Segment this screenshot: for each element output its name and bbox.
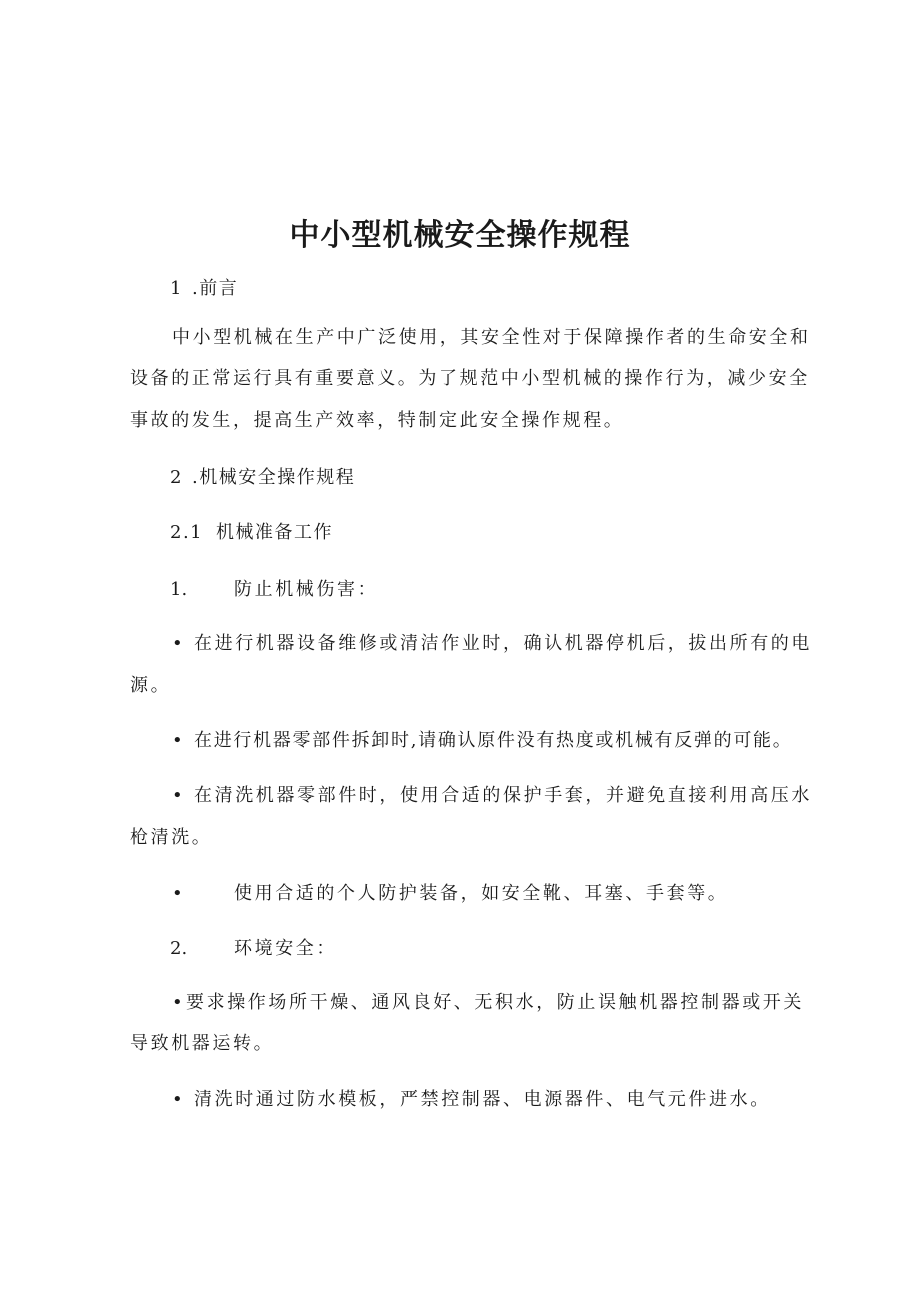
intro-line-1: 中小型机械在生产中广泛使用，其安全性对于保障操作者的生命安全和	[172, 327, 811, 348]
section-2-1-label: 机械准备工作	[216, 522, 333, 543]
bullet-1-2-text: 在进行机器零部件拆卸时,请确认原件没有热度或机械有反弹的可能。	[194, 730, 793, 751]
document-title: 中小型机械安全操作规程	[289, 218, 631, 253]
section-1-number: 1	[170, 278, 183, 299]
section-2-label: .机械安全操作规程	[192, 467, 356, 488]
bullet-1-2	[172, 728, 792, 754]
bullet-mark: •	[172, 1089, 183, 1110]
bullet-1-1	[172, 631, 812, 657]
section-2-number: 2	[170, 467, 183, 488]
bullet-mark: •	[172, 992, 183, 1013]
bullet-1-1-text: 在进行机器设备维修或清洁作业时，确认机器停机后，拔出所有的电	[194, 633, 812, 654]
item-1-heading	[170, 577, 378, 603]
bullet-2-2-text: 清洗时通过防水模板，严禁控制器、电源器件、电气元件进水。	[194, 1089, 771, 1110]
bullet-1-4-text: 使用合适的个人防护装备，如安全靴、耳塞、手套等。	[234, 883, 729, 904]
item-1-number: 1.	[170, 579, 188, 600]
bullet-2-2	[172, 1087, 771, 1113]
bullet-1-1-continued: 源。	[130, 675, 172, 696]
item-1-label: 防止机械伤害：	[234, 579, 379, 600]
intro-line-3: 事故的发生，提高生产效率，特制定此安全操作规程。	[130, 410, 625, 431]
section-1-heading	[170, 276, 238, 302]
section-2-1-number: 2.1	[170, 522, 204, 543]
section-2-1-heading	[170, 520, 333, 546]
bullet-2-1-continued: 导致机器运转。	[130, 1033, 275, 1054]
bullet-1-4	[172, 881, 728, 907]
bullet-2-1-text: 要求操作场所干燥、通风良好、无积水，防止误触机器控制器或开关	[186, 992, 804, 1013]
intro-line-2: 设备的正常运行具有重要意义。为了规范中小型机械的操作行为，减少安全	[130, 368, 810, 389]
item-2-heading	[170, 936, 337, 962]
bullet-2-1	[172, 990, 804, 1016]
bullet-mark: •	[172, 883, 183, 904]
section-1-label: .前言	[192, 278, 239, 299]
bullet-mark: •	[172, 633, 183, 654]
item-2-label: 环境安全：	[234, 938, 337, 959]
bullet-1-3	[172, 783, 812, 809]
item-2-number: 2.	[170, 938, 188, 959]
bullet-mark: •	[172, 785, 183, 806]
bullet-1-3-text: 在清洗机器零部件时，使用合适的保护手套，并避免直接利用高压水	[194, 785, 812, 806]
section-2-heading	[170, 465, 355, 491]
bullet-mark: •	[172, 730, 183, 751]
bullet-1-3-continued: 枪清洗。	[130, 827, 213, 848]
